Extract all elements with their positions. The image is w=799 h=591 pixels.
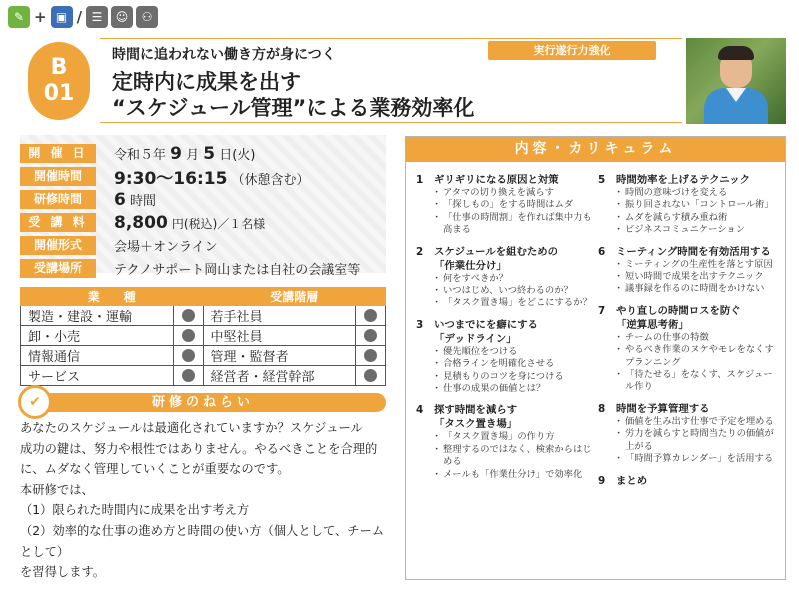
curriculum-title: 内容・カリキュラム xyxy=(406,137,785,162)
section-heading xyxy=(598,173,781,187)
section-items xyxy=(616,187,781,237)
course-info xyxy=(20,142,386,280)
discussion-icon: ⚇ xyxy=(136,6,158,28)
online-icon: ▣ xyxy=(51,6,73,28)
section-title: 探す時間を減らす xyxy=(434,404,518,417)
curriculum-section xyxy=(598,402,781,466)
section-title: スケジュールを組むための xyxy=(434,245,559,258)
level-marker xyxy=(356,326,386,346)
section-title: まとめ xyxy=(616,474,648,487)
list-item: ・ 見積もりのコツを身につける xyxy=(434,371,599,383)
section-items xyxy=(616,416,781,466)
info-value: 6 時間 xyxy=(114,189,156,210)
curriculum-section xyxy=(416,403,599,481)
section-number: 3 xyxy=(416,318,424,331)
filled-circle-icon xyxy=(364,349,377,362)
section-number: 5 xyxy=(598,174,606,186)
group-icon: ☺ xyxy=(111,6,133,28)
industry-cell: サービス xyxy=(21,366,174,386)
page-subtitle: 時間に追われない働き方が身につく xyxy=(112,47,336,63)
curriculum-section xyxy=(598,304,781,394)
info-row-hours xyxy=(20,188,386,211)
industry-marker xyxy=(173,366,203,386)
industry-marker xyxy=(173,326,203,346)
section-heading xyxy=(416,245,599,259)
header-divider-bottom xyxy=(100,122,682,123)
section-heading xyxy=(598,474,781,488)
section-heading xyxy=(416,403,599,417)
aim-line: に、ムダなく管理していくことが重要なのです。 xyxy=(20,462,290,477)
section-number: 2 xyxy=(416,245,424,258)
filled-circle-icon xyxy=(364,329,377,342)
section-number: 1 xyxy=(416,174,424,186)
section-number: 4 xyxy=(416,404,424,417)
section-number: 9 xyxy=(598,474,606,487)
section-items xyxy=(434,431,599,481)
table-row xyxy=(21,346,386,366)
format-icons xyxy=(8,6,158,28)
aim-line: （2）効率的な仕事の進め方と時間の使い方（個人として、チーム xyxy=(20,523,385,538)
level-cell: 経営者・経営幹部 xyxy=(203,366,356,386)
slash-icon: / xyxy=(76,8,83,26)
industry-marker xyxy=(173,306,203,326)
level-marker xyxy=(356,366,386,386)
table-row xyxy=(21,366,386,386)
info-value: 会場＋オンライン xyxy=(114,240,218,255)
industry-cell: 製造・建設・運輸 xyxy=(21,306,174,326)
info-row-date xyxy=(20,142,386,165)
aim-line: として） xyxy=(20,544,70,559)
section-items xyxy=(434,273,599,310)
filled-circle-icon xyxy=(182,369,195,382)
list-item: ・ やるべき作業のヌケやモレをなくすプランニング xyxy=(616,344,781,369)
curriculum-right-column xyxy=(598,173,781,496)
curriculum-section xyxy=(598,474,781,488)
filled-circle-icon xyxy=(364,369,377,382)
list-item: ・ 価値を生み出す仕事で予定を埋める xyxy=(616,416,781,428)
section-items xyxy=(434,187,599,237)
info-row-format xyxy=(20,234,386,257)
aim-line: 成功の鍵は、努力や根性ではありません。やるべきことを合理的 xyxy=(20,441,378,456)
list-item: ・ 「探しもの」をする時間はムダ xyxy=(434,199,599,211)
list-item: ・ 「仕事の時間割」を作れば集中力も高まる xyxy=(434,212,599,237)
filled-circle-icon xyxy=(182,329,195,342)
section-number: 8 xyxy=(598,402,606,415)
list-item: ・ 議事録を作るのに時間をかけない xyxy=(616,283,781,295)
section-number: 6 xyxy=(598,245,606,258)
list-item: ・ ミーティングの生産性を落とす原因 xyxy=(616,259,781,271)
list-item: ・ 時間の意味づけを変える xyxy=(616,187,781,199)
section-heading xyxy=(598,318,781,332)
list-item: ・ ムダを減らす積み重ね術 xyxy=(616,212,781,224)
section-heading xyxy=(598,245,781,259)
industry-cell: 卸・小売 xyxy=(21,326,174,346)
curriculum-section xyxy=(416,318,599,396)
section-heading xyxy=(416,259,599,273)
info-label: 開催時間 xyxy=(20,167,96,186)
section-title: やり直しの時間ロスを防ぐ xyxy=(616,304,741,317)
target-table xyxy=(20,287,386,386)
curriculum-section xyxy=(416,173,599,237)
section-title: いつまでにを癖にする xyxy=(434,318,538,331)
info-row-fee xyxy=(20,211,386,234)
curriculum-left-column xyxy=(416,173,599,489)
page-title-line2: “スケジュール管理”による業務効率化 xyxy=(112,96,475,120)
curriculum-section xyxy=(598,245,781,296)
list-item: ・ 「タスク置き場」の作り方 xyxy=(434,431,599,443)
list-item: ・ チームの仕事の特徴 xyxy=(616,332,781,344)
section-heading xyxy=(416,173,599,187)
curriculum-section xyxy=(416,245,599,310)
list-item: ・ 「時間予算カレンダー」を活用する xyxy=(616,453,781,465)
aim-line: あなたのスケジュールは最適化されていますか？スケジュール xyxy=(20,421,363,435)
list-item: ・ 「待たせる」をなくす、スケジュール作り xyxy=(616,369,781,394)
level-cell: 管理・監督者 xyxy=(203,346,356,366)
list-item: ・ 短い時間で成果を出すテクニック xyxy=(616,271,781,283)
section-number xyxy=(416,259,434,273)
level-header: 受講階層 xyxy=(203,288,386,306)
list-item: ・ メールも「作業仕分け」で効率化 xyxy=(434,469,599,481)
table-row xyxy=(21,326,386,346)
list-item: ・ 優先順位をつける xyxy=(434,346,599,358)
section-title: ギリギリになる原因と対策 xyxy=(434,174,559,186)
info-value: 9:30～16:15 （休憩含む） xyxy=(114,169,310,189)
industry-header: 業 種 xyxy=(21,288,204,306)
section-items xyxy=(616,259,781,296)
industry-cell: 情報通信 xyxy=(21,346,174,366)
page-title-line1: 定時内に成果を出す xyxy=(112,70,301,94)
aim-text xyxy=(20,418,386,583)
section-title: ミーティング時間を有効活用する xyxy=(616,245,771,258)
lecture-icon: ☰ xyxy=(86,6,108,28)
level-marker xyxy=(356,306,386,326)
info-row-time xyxy=(20,165,386,188)
list-item: ・ ビジネスコミュニケーション xyxy=(616,224,781,236)
section-heading xyxy=(416,332,599,346)
section-number xyxy=(598,318,616,332)
list-item: ・ 「タスク置き場」をどこにするか？ xyxy=(434,297,599,309)
section-heading xyxy=(416,417,599,431)
aim-title: 研修のねらい xyxy=(151,395,254,410)
list-item: ・ 何をすべきか？ xyxy=(434,273,599,285)
instructor-photo xyxy=(686,38,786,124)
badge-letter: B xyxy=(50,55,68,80)
category-tag: 実行遂行力強化 xyxy=(488,41,656,60)
list-item: ・ 労力を減らすと時間当たりの価値が上がる xyxy=(616,428,781,453)
training-icon: ✎ xyxy=(8,6,30,28)
aim-line: 本研修では、 xyxy=(20,482,94,497)
info-value: 8,800 円(税込)／１名様 xyxy=(114,212,266,233)
info-label: 研修時間 xyxy=(20,190,96,209)
check-icon: ✔ xyxy=(18,385,52,419)
level-marker xyxy=(356,346,386,366)
filled-circle-icon xyxy=(364,309,377,322)
section-number: 7 xyxy=(598,304,606,317)
level-cell: 中堅社員 xyxy=(203,326,356,346)
section-title: 時間を予算管理する xyxy=(616,402,710,415)
info-label: 開 催 日 xyxy=(20,144,96,163)
section-number xyxy=(416,332,434,346)
section-title: 「逆算思考術」 xyxy=(616,318,689,331)
section-items xyxy=(616,332,781,394)
info-label: 受講場所 xyxy=(20,259,96,278)
plus-icon: + xyxy=(34,8,47,26)
section-heading xyxy=(598,304,781,318)
table-row xyxy=(21,306,386,326)
filled-circle-icon xyxy=(182,309,195,322)
info-label: 受 講 料 xyxy=(20,213,96,232)
course-code-badge xyxy=(28,42,90,120)
aim-line: を習得します。 xyxy=(20,565,106,580)
curriculum-box xyxy=(405,136,786,580)
info-value: テクノサポート岡山または自社の会議室等 xyxy=(114,263,361,278)
section-number xyxy=(416,417,434,431)
badge-number: 01 xyxy=(43,81,75,106)
section-title: 「作業仕分け」 xyxy=(434,259,507,272)
info-label: 開催形式 xyxy=(20,236,96,255)
info-row-venue xyxy=(20,257,386,280)
aim-line: （1）限られた時間内に成果を出す考え方 xyxy=(20,503,250,518)
list-item: ・ アタマの切り換えを減らす xyxy=(434,187,599,199)
level-cell: 若手社員 xyxy=(203,306,356,326)
industry-marker xyxy=(173,346,203,366)
section-heading xyxy=(598,402,781,416)
section-title: 時間効率を上げるテクニック xyxy=(616,174,751,186)
list-item: ・ 合格ラインを明確化させる xyxy=(434,358,599,370)
section-heading xyxy=(416,318,599,332)
curriculum-section xyxy=(598,173,781,237)
section-title: 「タスク置き場」 xyxy=(434,418,518,431)
list-item: ・ いつはじめ、いつ終わるのか？ xyxy=(434,285,599,297)
list-item: ・ 振り回されない「コントロール術」 xyxy=(616,199,781,211)
header-divider-top xyxy=(100,38,682,39)
filled-circle-icon xyxy=(182,349,195,362)
section-title: 「デッドライン」 xyxy=(434,332,517,345)
section-items xyxy=(434,346,599,396)
info-value: 令和５年 9 月 5 日(火) xyxy=(114,143,256,164)
list-item: ・ 仕事の成果の価値とは？ xyxy=(434,383,599,395)
list-item: ・ 整理するのではなく、検索からはじめる xyxy=(434,444,599,469)
